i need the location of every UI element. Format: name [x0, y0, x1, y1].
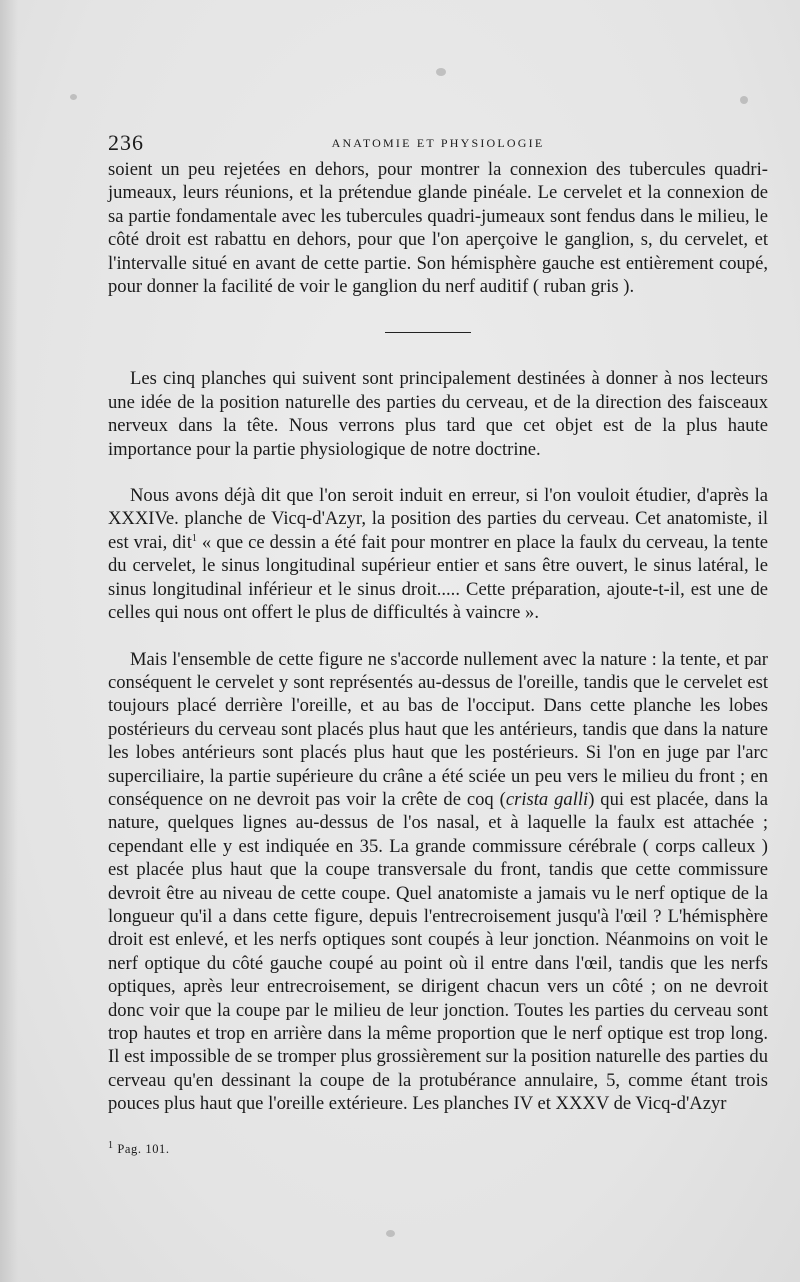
footnote-text: Pag. 101. [117, 1142, 170, 1156]
paragraph-text: ) qui est placée, dans la nature, quelques lignes au-dessus de l'os nasal, et à laquelle la faulx est attachée ; cependant elle y est indiquée en 35. La grande commissure cérébrale ( corps calleux ) est placée plus haut que la coupe transversale du front, tandis que cette commissure devroit être au niveau de cette coupe. Quel anatomiste a jamais vu le nerf optique de la longueur qu'il a dans cette figure, depuis l'entrecroisement jusqu'à l'œil ? L'hémisphère droit est enlevé, et les nerfs optiques sont coupés à leur jonction. Néanmoins on voit le nerf optique du côté gauche coupé au point où il entre dans l'œil, tandis que les nerfs optiques, après leur entrecroisement, se dirigent chacun vers un côté ; on ne devroit donc voir que la coupe par le milieu de leur jonction. Toutes les parties du cerveau sont trop hautes et trop en arrière dans la même proportion que le nerf optique est trop long. Il est impossible de se tromper plus grossièrement sur la position naturelle des parties du cerveau qu'en dessinant la coupe de la protubérance annulaire, 5, comme étant trois pouces plus haut que l'oreille extérieure. Les planches IV et XXXV de Vicq-d'Azyr [108, 788, 769, 1115]
footnote-reference[interactable]: 1 [191, 532, 197, 544]
page-gutter-shadow [0, 0, 18, 1282]
paragraph-text: Nous avons déjà dit que l'on seroit induit en erreur, si l'on vouloit étudier, d'après la XXXIVe. planche de Vicq-d'Azyr, la position des parties du cerveau. Cet anatomiste, il est vrai, dit [108, 485, 768, 553]
print-speck [436, 68, 446, 76]
paragraph-text: « que ce dessin a été fait pour montrer en place la faulx du cerveau, la tente du cervelet, le sinus longitudinal supérieur entier et sans être ouvert, le sinus latéral, le sinus longitudinal inférieur et le sinus droit..... Cette préparation, ajoute-t-il, est une de celles qui nous ont offert le plus de difficultés à vaincre ». [108, 531, 768, 624]
latin-term: crista galli [505, 788, 589, 810]
running-head: ANATOMIE ET PHYSIOLOGIE [331, 136, 545, 150]
footnote [108, 1139, 170, 1157]
page-number: 236 [108, 130, 144, 155]
paragraph-text: Mais l'ensemble de cette figure ne s'accorde nullement avec la nature : la tente, et par conséquent le cervelet y sont représentés au-dessus de l'oreille, tandis que le cervelet est toujours placé derrière l'oreille, et au bas de l'occiput. Dans cette planche les lobes postérieurs du cerveau sont placés plus haut que les antérieurs, tandis que dans la nature les lobes antérieurs sont placés plus haut que les postérieurs. Si l'on en juge par l'arc superciliaire, la partie supérieure du crâne a été sciée un peu vers le milieu du front ; en conséquence on ne devroit pas voir la crête de coq ( [108, 648, 768, 810]
print-speck [740, 96, 748, 104]
section-divider [385, 332, 471, 333]
paragraph-continuation: soient un peu rejetées en dehors, pour montrer la connexion des tubercules quadri-jumeaux, leurs réunions, et la prétendue glande pinéale. Le cervelet et la connexion de sa partie fondamentale avec les tubercules quadri-jumeaux sont fendus dans le milieu, le côté droit est rabattu en dehors, pour que l'on aperçoive le ganglion, s, du cervelet, et l'intervalle situé en avant de cette partie. Son hémisphère gauche est entièrement coupé, pour donner la facilité de voir le ganglion du nerf auditif ( ruban gris ). [108, 159, 768, 298]
page-header [108, 130, 768, 160]
paragraph: Les cinq planches qui suivent sont principalement destinées à donner à nos lecteurs une idée de la position naturelle des parties du cerveau, et de la direction des faisceaux nerveux dans la tête. Nous verrons plus tard que cet objet est de la plus haute importance pour la partie physiologique de notre doctrine. [108, 368, 768, 460]
paragraph-critique [108, 648, 768, 1116]
paragraph-footnoted [108, 484, 768, 624]
body-text [108, 158, 768, 1116]
footnote-marker: 1 [108, 1139, 114, 1151]
print-speck [70, 94, 77, 100]
print-speck [386, 1230, 395, 1237]
